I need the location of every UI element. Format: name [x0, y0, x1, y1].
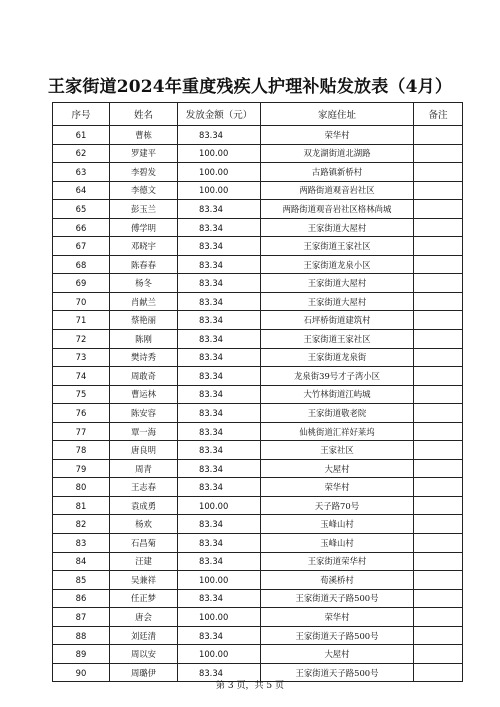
cell-name: 唐会	[110, 608, 178, 627]
cell-amount: 83.34	[178, 330, 261, 349]
cell-no: 64	[53, 181, 110, 200]
cell-amount: 83.34	[178, 292, 261, 311]
cell-name: 傅学明	[110, 218, 178, 237]
cell-no: 69	[53, 274, 110, 293]
cell-no: 66	[53, 218, 110, 237]
cell-name: 曹运林	[110, 385, 178, 404]
cell-no: 70	[53, 292, 110, 311]
cell-note	[414, 459, 463, 478]
table-row	[53, 218, 463, 237]
table-row	[53, 311, 463, 330]
cell-note	[414, 385, 463, 404]
cell-no: 89	[53, 645, 110, 664]
cell-amount: 100.00	[178, 496, 261, 515]
cell-name: 石昌菊	[110, 534, 178, 553]
cell-name: 肖献兰	[110, 292, 178, 311]
cell-address: 王家街道荣华村	[261, 552, 414, 571]
cell-name: 吴兼祥	[110, 571, 178, 590]
cell-address: 仙桃街道汇祥好莱坞	[261, 422, 414, 441]
cell-note	[414, 126, 463, 145]
table-row	[53, 237, 463, 256]
cell-address: 古路镇新桥村	[261, 163, 414, 182]
cell-address: 大屋村	[261, 459, 414, 478]
cell-note	[414, 292, 463, 311]
cell-amount: 83.34	[178, 126, 261, 145]
cell-note	[414, 237, 463, 256]
table-row	[53, 404, 463, 423]
cell-address: 王家街道天子路500号	[261, 626, 414, 645]
cell-no: 81	[53, 496, 110, 515]
cell-address: 石坪桥街道建筑村	[261, 311, 414, 330]
cell-no: 82	[53, 515, 110, 534]
table-row	[53, 459, 463, 478]
cell-amount: 83.34	[178, 274, 261, 293]
cell-note	[414, 274, 463, 293]
cell-no: 83	[53, 534, 110, 553]
table-row	[53, 255, 463, 274]
cell-note	[414, 515, 463, 534]
cell-note	[414, 589, 463, 608]
cell-address: 玉峰山村	[261, 515, 414, 534]
cell-name: 周璐伊	[110, 663, 178, 682]
cell-note	[414, 181, 463, 200]
cell-address: 王家街道天子路500号	[261, 663, 414, 682]
cell-amount: 83.34	[178, 515, 261, 534]
cell-note	[414, 218, 463, 237]
table-row	[53, 552, 463, 571]
cell-name: 邓晓宇	[110, 237, 178, 256]
cell-amount: 100.00	[178, 645, 261, 664]
cell-address: 王家街道天子路500号	[261, 589, 414, 608]
subsidy-table	[52, 102, 463, 682]
cell-amount: 83.34	[178, 534, 261, 553]
cell-name: 周以安	[110, 645, 178, 664]
cell-note	[414, 348, 463, 367]
cell-amount: 83.34	[178, 422, 261, 441]
document-title: 王家街道2024年重度残疾人护理补贴发放表（4月）	[47, 77, 453, 97]
cell-amount: 83.34	[178, 589, 261, 608]
page-number: 第 3 页，共 5 页	[216, 681, 284, 691]
table-row	[53, 422, 463, 441]
cell-no: 74	[53, 367, 110, 386]
cell-address: 荣华村	[261, 478, 414, 497]
cell-note	[414, 608, 463, 627]
table-row	[53, 292, 463, 311]
cell-no: 62	[53, 144, 110, 163]
cell-name: 罗建平	[110, 144, 178, 163]
header-address: 家庭住址	[261, 103, 414, 126]
cell-note	[414, 626, 463, 645]
cell-no: 61	[53, 126, 110, 145]
cell-address: 荣华村	[261, 608, 414, 627]
header-no: 序号	[53, 103, 110, 126]
cell-note	[414, 441, 463, 460]
cell-amount: 100.00	[178, 608, 261, 627]
cell-note	[414, 478, 463, 497]
cell-note	[414, 496, 463, 515]
cell-address: 双龙湖街道北湖路	[261, 144, 414, 163]
cell-name: 袁成勇	[110, 496, 178, 515]
table-row	[53, 200, 463, 219]
cell-note	[414, 571, 463, 590]
cell-no: 65	[53, 200, 110, 219]
cell-no: 84	[53, 552, 110, 571]
cell-no: 76	[53, 404, 110, 423]
cell-name: 王志春	[110, 478, 178, 497]
cell-address: 王家街道龙泉小区	[261, 255, 414, 274]
cell-no: 78	[53, 441, 110, 460]
cell-amount: 83.34	[178, 478, 261, 497]
cell-name: 蔡艳丽	[110, 311, 178, 330]
table-row	[53, 348, 463, 367]
table-row	[53, 144, 463, 163]
cell-address: 荀溪桥村	[261, 571, 414, 590]
cell-no: 87	[53, 608, 110, 627]
cell-address: 大竹林街道江屿城	[261, 385, 414, 404]
header-note: 备注	[414, 103, 463, 126]
cell-no: 88	[53, 626, 110, 645]
cell-amount: 83.34	[178, 348, 261, 367]
table-row	[53, 534, 463, 553]
table-row	[53, 496, 463, 515]
cell-name: 汪建	[110, 552, 178, 571]
cell-note	[414, 367, 463, 386]
table-row	[53, 645, 463, 664]
cell-name: 任正梦	[110, 589, 178, 608]
cell-no: 68	[53, 255, 110, 274]
cell-no: 85	[53, 571, 110, 590]
cell-name: 陈刚	[110, 330, 178, 349]
cell-amount: 83.34	[178, 626, 261, 645]
cell-note	[414, 144, 463, 163]
cell-amount: 83.34	[178, 311, 261, 330]
cell-amount: 83.34	[178, 200, 261, 219]
cell-no: 67	[53, 237, 110, 256]
cell-address: 王家街道大屋村	[261, 292, 414, 311]
cell-name: 李碧发	[110, 163, 178, 182]
table-row	[53, 515, 463, 534]
header-name: 姓名	[110, 103, 178, 126]
cell-amount: 83.34	[178, 663, 261, 682]
cell-name: 樊诗秀	[110, 348, 178, 367]
cell-name: 杨欢	[110, 515, 178, 534]
cell-address: 天子路70号	[261, 496, 414, 515]
cell-address: 王家街道龙泉街	[261, 348, 414, 367]
cell-no: 79	[53, 459, 110, 478]
cell-name: 曹栋	[110, 126, 178, 145]
cell-name: 周敢奇	[110, 367, 178, 386]
cell-note	[414, 645, 463, 664]
table-row	[53, 478, 463, 497]
cell-address: 两路街道观音岩社区格林尚城	[261, 200, 414, 219]
table-row	[53, 330, 463, 349]
cell-note	[414, 200, 463, 219]
cell-address: 玉峰山村	[261, 534, 414, 553]
table-body	[53, 126, 463, 682]
cell-address: 荣华村	[261, 126, 414, 145]
cell-no: 75	[53, 385, 110, 404]
cell-note	[414, 163, 463, 182]
table-row	[53, 626, 463, 645]
cell-amount: 83.34	[178, 255, 261, 274]
table-row	[53, 274, 463, 293]
cell-no: 80	[53, 478, 110, 497]
cell-address: 王家街道敬老院	[261, 404, 414, 423]
cell-address: 王家街道大屋村	[261, 218, 414, 237]
table-row	[53, 571, 463, 590]
cell-no: 63	[53, 163, 110, 182]
cell-note	[414, 330, 463, 349]
cell-name: 刘廷清	[110, 626, 178, 645]
cell-amount: 83.34	[178, 552, 261, 571]
cell-name: 杨冬	[110, 274, 178, 293]
cell-note	[414, 422, 463, 441]
cell-name: 陈春春	[110, 255, 178, 274]
cell-name: 覃一海	[110, 422, 178, 441]
table-row	[53, 126, 463, 145]
cell-amount: 100.00	[178, 163, 261, 182]
cell-amount: 83.34	[178, 404, 261, 423]
cell-amount: 83.34	[178, 441, 261, 460]
cell-no: 77	[53, 422, 110, 441]
header-amount: 发放金额（元）	[178, 103, 261, 126]
cell-name: 李德文	[110, 181, 178, 200]
cell-address: 王家街道大屋村	[261, 274, 414, 293]
cell-note	[414, 534, 463, 553]
table-row	[53, 441, 463, 460]
table-row	[53, 163, 463, 182]
cell-no: 72	[53, 330, 110, 349]
cell-name: 陈安容	[110, 404, 178, 423]
cell-amount: 100.00	[178, 571, 261, 590]
table-row	[53, 367, 463, 386]
cell-note	[414, 311, 463, 330]
cell-address: 王家社区	[261, 441, 414, 460]
cell-name: 彭玉兰	[110, 200, 178, 219]
table-row	[53, 589, 463, 608]
cell-note	[414, 255, 463, 274]
cell-note	[414, 552, 463, 571]
cell-amount: 100.00	[178, 144, 261, 163]
table-row	[53, 608, 463, 627]
cell-amount: 83.34	[178, 237, 261, 256]
cell-amount: 100.00	[178, 181, 261, 200]
table-row	[53, 181, 463, 200]
table-header-row	[53, 103, 463, 126]
cell-amount: 83.34	[178, 459, 261, 478]
cell-address: 两路街道观音岩社区	[261, 181, 414, 200]
cell-address: 王家街道王家社区	[261, 237, 414, 256]
cell-address: 大屋村	[261, 645, 414, 664]
cell-no: 73	[53, 348, 110, 367]
cell-no: 71	[53, 311, 110, 330]
cell-address: 王家街道王家社区	[261, 330, 414, 349]
cell-name: 周青	[110, 459, 178, 478]
cell-no: 86	[53, 589, 110, 608]
table-row	[53, 385, 463, 404]
cell-note	[414, 404, 463, 423]
cell-amount: 83.34	[178, 218, 261, 237]
cell-amount: 83.34	[178, 385, 261, 404]
cell-no: 90	[53, 663, 110, 682]
cell-name: 唐良明	[110, 441, 178, 460]
cell-address: 龙泉街39号才子湾小区	[261, 367, 414, 386]
cell-amount: 83.34	[178, 367, 261, 386]
